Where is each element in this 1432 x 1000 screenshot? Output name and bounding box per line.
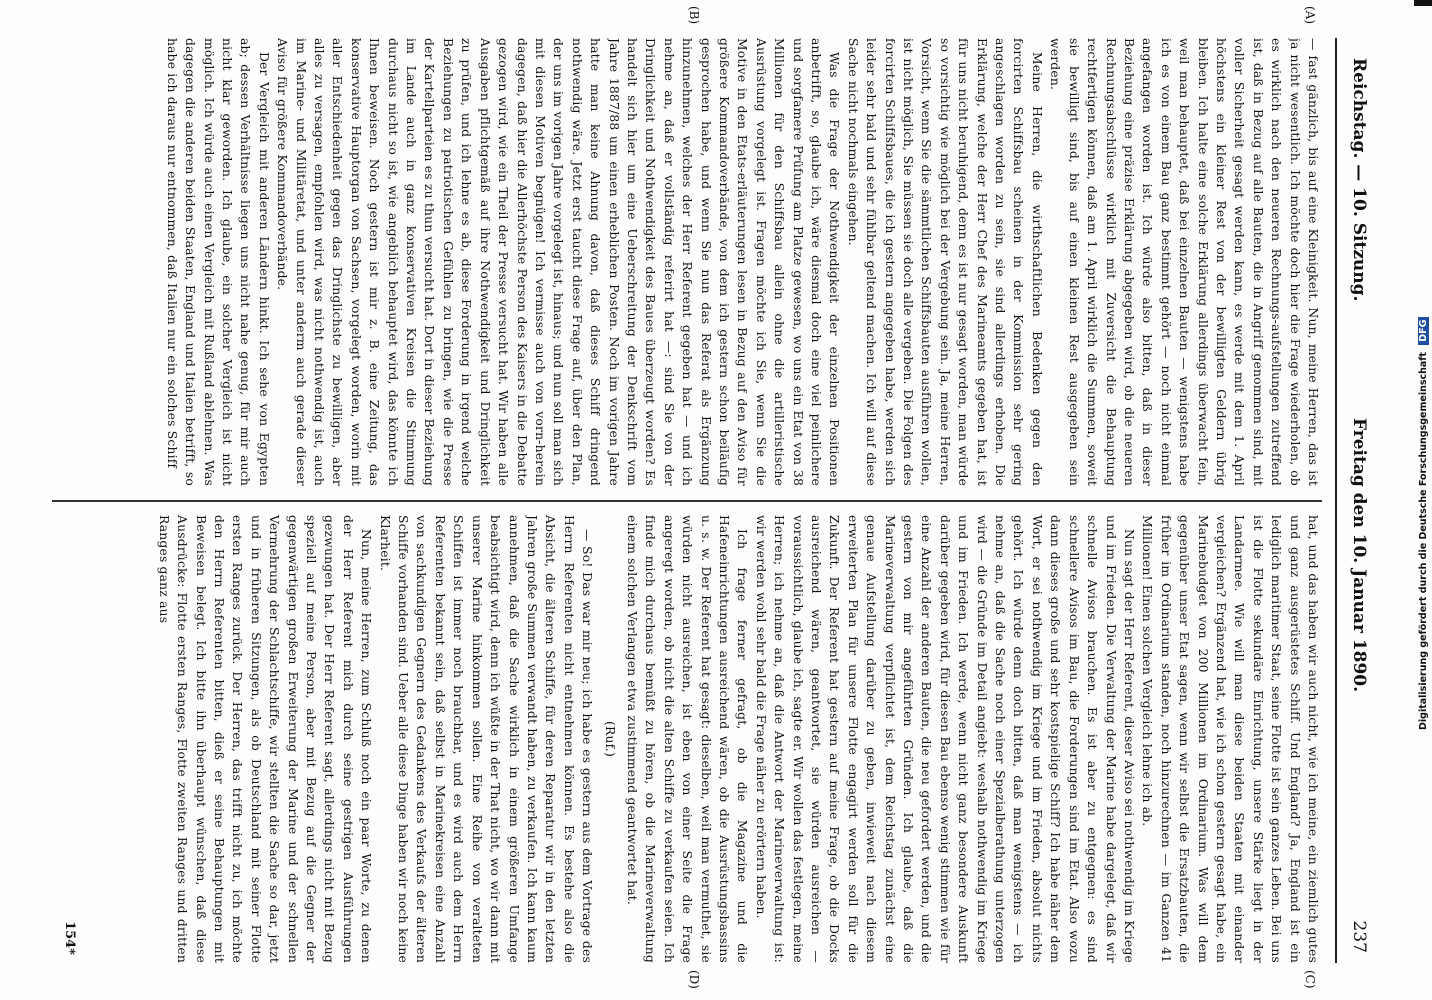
paragraph: hat, und das haben wir auch nicht, wie ich meine, ein ziemlich gutes und ganz ausgerüstetes Schiff. Und England? Ja, England ist ein lediglich maritimer Staat, seine Flotte ist sein ganzes Leben. Bei uns ist die Flotte sekundäre Einrichtung, unsere Stärke liegt in der Landarmee. Wie will man diese beiden Staaten mit einander vergleichen? Ergänzend hat, wie ich schon gestern gesagt habe, ein Marinebudget von 200 Millionen im Ordinarium. Was will dem gegenüber unser Etat sagen, wenn wir selbst die Ersatzbauten, die früher im Ordinarium standen, noch hinzurechnen — im Ganzen 41 Millionen! Einen solchen Vergleich lehne ich ab.: [1140, 515, 1320, 963]
scan-edge-mark: [1414, 0, 1432, 6]
paragraph: Nun, meine Herren, zum Schluß noch ein paar Worte, zu denen der Herr Referent mich durch seine gestrigen Ausführungen gezwungen hat. Der Herr Referent sagt, allerdings nicht mit Bezug speziell auf meine Person, aber mit Bezug auf die Gegner der gegenwärtigen großen Erweiterung der Marine und der schnellen Vermehrung der Schlachtschiffe, wir stellten die Sache so dar, jetzt und in früheren Sitzungen, als ob Deutschland mit seiner Flotte ersten Ranges zurück. Der Herren, das trifft nicht zu, ich möchte den Herrn Referenten bitten, dieß er seine Behauptungen mit Beweisen belegt. Ich bitte ihn überhaupt wünschen, daß diese Ausdrücke: Flotte ersten Ranges, Flotte zweiten Ranges und dritten Ranges ganz aus: [156, 515, 374, 963]
footer-note: Digitalisierung gefördert durch die Deutsche Forschungsgemeinschaft: [1418, 352, 1429, 730]
paragraph: Ich frage ferner gefragt, ob die Magazine und die Hafeneinrichtungen ausreichend wären, ob die Ausrüstungsbassins u. s. w. Der Referent hat gesagt: dieselben, weil man vermuthet, sie würden nicht ausreichen, ist eben von einer Seite die Frage angeregt worden, ob nicht die alten Schiffe zu verkaufen seien. Ich finde mich durchaus bemüßt zu hören, ob die Marineverwaltung einem solchen Verlangen etwa zustimmend geantwortet hat.: [624, 515, 750, 963]
left-column: [52, 38, 1322, 486]
right-column: [52, 515, 1322, 963]
paragraph: Der Vergleich mit anderen Ländern hinkt. Ich sehe von Egypten ab; dessen Verhältnisse liegen uns nicht nahe genug, für mir auch nicht klar geworden. Ich glaube, ein solcher Vergleich ist nicht möglich. Ich würde auch einen Vergleich mit Rußland ablehnen. Was dagegen die anderen beiden Staaten, England und Italien betrifft, so habe ich daraus nur entnommen, daß Italien nur ein solches Schiff: [164, 38, 271, 486]
footer-attribution: [1418, 317, 1429, 730]
dfg-badge: DFG: [1418, 317, 1429, 345]
paragraph: Meine Herren, die wirthschaftlichen Bedenken gegen den forcirten Schiffsbau scheinen in der Kommission sehr gering angeschlagen worden zu sein, sie sind allerdings erhoben. Die Erklärung, welche der Herr Chef des Marineamts gegeben hat, ist für uns nicht beruhigend, denn es ist nur gesagt worden, man würde so vorsichtig wie möglich bei der Vergebung sein. Ja, meine Herren, Vorsicht, wenn Sie die sämmtlichen Schiffsbauten ausführen wollen, ist nicht möglich, Sie müssen sie doch alle vergeben. Die Folgen des forcirten Schiffsbaues, die ich gestern angegeben habe, werden sich leider sehr bald und sehr fühlbar geltend machen. Ich will auf diese Sache nicht nochmals eingehen.: [845, 38, 1044, 486]
paragraph: Was die Frage der Nothwendigkeit der einzelnen Positionen anbetrifft, so, glaube ich, wäre diesmal doch eine viel peinlichere und sorgfamere Prüfung am Platze gewesen, wo uns ein Etat von 38 Millionen für den Schiffsbau allein ohne die artilleristische Ausrüstung vorgelegt ist. Fragen möchte ich Sie, wenn Sie die Motive in den Etats-erläuterungen lesen in Bezug auf den Aviso für größere Kommandoverbände, von dem ich gestern schon beiläufig gesprochen habe, und wenn Sie nun das Referat als Ergänzung hinzunehmen, welches der Herr Referent gegeben hat — und ich nehme an, daß er vollständig referirt hat —: sind Sie von der Dringlichkeit und Nothwendigkeit des Baues überzeugt worden? Es handelt sich hier um eine Ueberschreitung der Denkschrift vom Jahre 1887/88 um einen erheblichen Posten. Noch im vorigen Jahre hatte man keine Ahnung davon, daß dieses Schiff dringend nothwendig wäre. Jetzt erst taucht diese Frage auf, über den Plan, der uns im vorigen Jahre vorgelegt ist, hinaus; und nun soll man sich mit diesen Motiven begnügen! Ich vermisse auch von vorn-herein dagegen, daß hier die Allerhöchste Person des Kaisers in die Debatte gezogen wird, wie ein Theil der Presse versucht hat. Wir haben alle Ausgaben pflichtgemäß auf ihre Nothwendigkeit und Dringlichkeit zu prüfen, und ich lehne es ab, diese Forderung in irgend welche Beziehungen zu patriotischen Gefühlen zu bringen, wie die Presse der Kartellparteien es zu thun versucht hat. Dort in dieser Beziehung im Lande auch in ganz konservativen Kreisen die Stimmung durchaus nicht so ist, wie angeblich behauptet wird, das könnte ich Ihnen beweisen. Noch gestern ist mir z. B. eine Zeitung, das konservative Hauptorgan von Sachsen, vorgelegt worden, worin mit aller Entschiedenheit gegen das Dringlichste zu bewilligen, aber alles zu versagen, empfohlen wird, was nicht nothwendig ist, auch im Marine- und Militäretat, und unter anderm auch gerade dieser Aviso für größere Kommandoverbände.: [275, 38, 842, 486]
header-rule: [1335, 38, 1337, 963]
column-divider: [52, 500, 1322, 502]
paragraph: — So! Das war mir neu; ich habe es gestern aus dem Vortrage des Herrn Referenten nicht entnehmen können. Es bestehe also die Absicht, die älteren Schiffe, für deren Reparatur wir in den letzten Jahren große Summen verwandt haben, zu verkaufen. Ich kann kaum annehmen, daß die Sache wirklich in einem größeren Umfange beabsichtigt wird, denn ich wüßte in der That nicht, wo wir dann mit unserer Marine hinkommen sollen. Eine Reihe von veralteten Schiffen ist immer noch brauchbar, und es wird auch dem Herrn Referenten bekannt sein, daß selbst in Marinekreisen eine Anzahl von sachkundigen Gegnern des Gedankens des Verkaufs der älteren Schiffe vorhanden sind. Ueber alle diese Dinge haben wir noch keine Klarheit.: [377, 515, 595, 963]
sheet-signature: 154*: [62, 921, 77, 955]
margin-mark-b: (B): [687, 6, 701, 25]
margin-mark-a: (A): [1303, 6, 1317, 25]
margin-mark-c: (C): [1303, 970, 1317, 989]
header-left: Reichstag. — 10. Sitzung.: [1349, 58, 1369, 302]
interjection: (Ruf.): [602, 721, 617, 757]
header-date: Freitag den 10. Januar 1890.: [1349, 418, 1369, 693]
page-header: [1333, 38, 1377, 963]
page-content: [47, 6, 1377, 989]
paragraph: — fast gänzlich, bis auf eine Kleinigkeit. Nun, meine Herren, das ist ja nicht wesentlich. Ich möchte doch hier die Frage wiederholen, ob es wirklich nach den neueren Rechnungs-aufstellungen zutreffend ist, daß in Bezug auf alle Bauten, die in Angriff genommen sind, mit voller Sicherheit gesagt werden kann, es werde mit dem 1. April höchstens ein kleiner Rest von der bewilligten Geldern übrig bleiben. Ich halte eine solche Erklärung allerdings überwacht fein, weil man behauptet, daß bei einzelnen Bauten — wenigstens habe ich es von einem Bau ganz bestimmt gehört — noch nicht einmal angefangen worden ist. Ich würde also bitten, daß in dieser Beziehung eine präzise Erklärung abgegeben wird, ob die neueren Rechnungsabschlüsse wirklich mit Zuversicht die Behauptung rechtfertigen können, daß am 1. April wirklich die Summen, soweit sie bewilligt sind, bis auf einen kleinen Rest ausgegeben sein werden.: [1048, 38, 1320, 486]
margin-mark-d: (D): [687, 970, 701, 989]
paragraph: Nun sagt der Herr Referent, dieser Aviso sei nothwendig im Kriege und im Frieden. Die Verwaltung der Marine habe dargelegt, daß wir schnelle Avisos brauchen. Es ist aber zu entgegnen: es sind schnellere Avisos im Bau, die Forderungen sind im Etat. Also wozu dann dieses große und sehr kostspielige Schiff? Ich habe näher dem Wort, er sei nothwendig im Kriege und im Frieden, absolut nichts gehört. Ich würde denn doch bitten, daß man wenigstens — ich nehme an, daß die Sache noch einer Spezialberathung unterzogen wird — die Gründe im Detail angiebt: weshalb nothwendig im Kriege und im Frieden. Ich werde, wenn nicht ganz besondere Auskunft darüber gegeben wird, für diesen Bau ebenso wenig stimmen wie für eine Anzahl der anderen Bauten, die neu gefordert werden, und die gestern von mir angeführten Gründen. Ich glaube, daß die Marineverwaltung verpflichtet ist, dem Reichstag zunächst eine genaue Aufstellung darüber zu geben, inwieweit nach diesem erweiterten Plan für unsere Flotte engagirt werden soll für die Zukunft. Der Referent hat gestern auf meine Frage, ob die Docks ausreichend wären, geantwortet, sie würden ausreichen — voraussichtlich, glaube ich, sagte er. Wir wollen das festlegen, meine Herren; ich nehme an, daß die Antwort der Marineverwaltung ist: wir werden wohl sehr bald die Frage näher zu erörtern haben.: [753, 515, 1136, 963]
page-number: 237: [1349, 920, 1369, 953]
